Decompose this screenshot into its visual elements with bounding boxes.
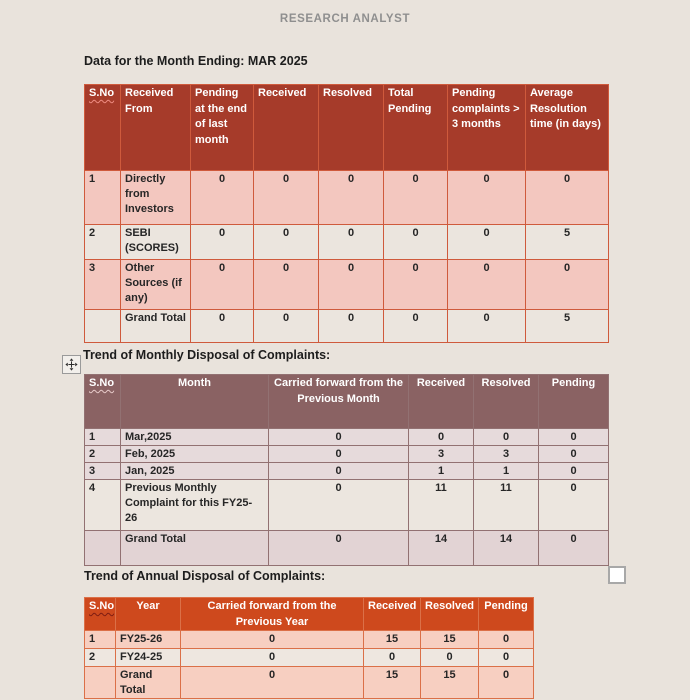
table-cell: 0: [479, 631, 534, 649]
column-header-pending: Pending: [479, 598, 534, 631]
table-cell: 0: [409, 429, 474, 446]
table-cell: 3: [85, 463, 121, 480]
table-cell: Grand Total: [121, 531, 269, 566]
table-cell: 0: [384, 310, 448, 343]
section2-heading: Trend of Monthly Disposal of Complaints:: [83, 348, 331, 362]
table-cell: 0: [269, 446, 409, 463]
column-header-pending: Pending: [539, 375, 609, 429]
table-cell: 0: [539, 463, 609, 480]
table-cell: 11: [474, 480, 539, 531]
table-cell: 0: [479, 667, 534, 699]
table-cell: 4: [85, 480, 121, 531]
table-cell: Other Sources (if any): [121, 260, 191, 310]
table-cell: 0: [319, 310, 384, 343]
table-cell: 0: [448, 171, 526, 225]
table-cell: 0: [448, 225, 526, 260]
column-header-resolved: Resolved: [474, 375, 539, 429]
column-header-sno: S.No: [85, 598, 116, 631]
table-cell: Feb, 2025: [121, 446, 269, 463]
table-row: [85, 225, 609, 260]
table-cell: 0: [254, 171, 319, 225]
section1-heading: Data for the Month Ending: MAR 2025: [84, 54, 308, 68]
table-cell: 0: [191, 260, 254, 310]
move-icon: [65, 358, 78, 371]
column-header-pending-3-months: Pending complaints > 3 months: [448, 85, 526, 171]
table-cell: 15: [364, 667, 421, 699]
column-header-year: Year: [116, 598, 181, 631]
table-header-row: [85, 598, 534, 631]
table-cell: 0: [474, 429, 539, 446]
table-cell: 0: [319, 171, 384, 225]
table-cell: 0: [526, 260, 609, 310]
table-cell: Mar,2025: [121, 429, 269, 446]
table-row: [85, 171, 609, 225]
table-cell: 1: [409, 463, 474, 480]
column-header-resolved: Resolved: [421, 598, 479, 631]
column-header-received: Received: [364, 598, 421, 631]
grand-total-row: [85, 667, 534, 699]
column-header-avg-resolution: Average Resolution time (in days): [526, 85, 609, 171]
column-header-sno: S.No: [85, 375, 121, 429]
table-cell: 0: [254, 310, 319, 343]
table-cell: 3: [85, 260, 121, 310]
table-cell: 0: [181, 667, 364, 699]
table-cell: 0: [191, 225, 254, 260]
annual-disposal-table: [84, 597, 534, 699]
column-header-sno: S.No: [85, 85, 121, 171]
table-cell: 0: [384, 171, 448, 225]
table-cell: 1: [85, 631, 116, 649]
column-header-received-from: Received From: [121, 85, 191, 171]
table-cell: 15: [421, 631, 479, 649]
table-cell: Jan, 2025: [121, 463, 269, 480]
month-ending-complaints-table: [84, 84, 609, 343]
grand-total-row: [85, 531, 609, 566]
column-header-carried-forward: Carried forward from the Previous Month: [269, 375, 409, 429]
table-cell: 2: [85, 649, 116, 667]
table-cell: 2: [85, 225, 121, 260]
table-row: [85, 649, 534, 667]
table-cell: 5: [526, 310, 609, 343]
table-cell: 0: [384, 260, 448, 310]
table-cell: 0: [181, 649, 364, 667]
table-cell: 11: [409, 480, 474, 531]
table-header-row: [85, 375, 609, 429]
table-row: [85, 463, 609, 480]
table-cell: 0: [254, 225, 319, 260]
table-cell: 0: [319, 225, 384, 260]
table-row: [85, 446, 609, 463]
table-row: [85, 480, 609, 531]
table-cell: Grand Total: [121, 310, 191, 343]
table-cell: 15: [421, 667, 479, 699]
table-cell: 3: [474, 446, 539, 463]
table-cell: 15: [364, 631, 421, 649]
grand-total-row: [85, 310, 609, 343]
table-cell: 0: [364, 649, 421, 667]
table-cell: 0: [269, 531, 409, 566]
table-cell: 0: [269, 429, 409, 446]
column-header-carried-forward: Carried forward from the Previous Year: [181, 598, 364, 631]
table-cell: 0: [269, 463, 409, 480]
table-cell: Directly from Investors: [121, 171, 191, 225]
table-cell: SEBI (SCORES): [121, 225, 191, 260]
table-row: [85, 631, 534, 649]
column-header-pending-last-month: Pending at the end of last month: [191, 85, 254, 171]
table-cell: 1: [474, 463, 539, 480]
table-cell: 3: [409, 446, 474, 463]
table-cell: 0: [539, 480, 609, 531]
table-cell: 2: [85, 446, 121, 463]
table-header-row: [85, 85, 609, 171]
table-resize-handle[interactable]: [608, 566, 626, 584]
table-cell: 0: [526, 171, 609, 225]
page-title: RESEARCH ANALYST: [279, 13, 411, 25]
table-cell: 0: [384, 225, 448, 260]
table-cell: 0: [448, 310, 526, 343]
table-cell: [85, 310, 121, 343]
table-cell: 5: [526, 225, 609, 260]
table-cell: 1: [85, 429, 121, 446]
table-cell: 0: [191, 171, 254, 225]
section3-heading: Trend of Annual Disposal of Complaints:: [84, 569, 326, 583]
table-cell: FY25-26: [116, 631, 181, 649]
table-cell: 0: [319, 260, 384, 310]
column-header-resolved: Resolved: [319, 85, 384, 171]
table-cell: Previous Monthly Complaint for this FY25-26: [121, 480, 269, 531]
table-cell: 0: [269, 480, 409, 531]
column-header-received: Received: [254, 85, 319, 171]
table-row: [85, 429, 609, 446]
table-cell: 0: [539, 531, 609, 566]
table-cell: FY24-25: [116, 649, 181, 667]
table-cell: 0: [254, 260, 319, 310]
table-cell: 0: [448, 260, 526, 310]
table-cell: 0: [539, 446, 609, 463]
table-cell: [85, 667, 116, 699]
table-cell: 14: [409, 531, 474, 566]
monthly-disposal-table: [84, 374, 609, 566]
table-cell: [85, 531, 121, 566]
table-cell: 0: [539, 429, 609, 446]
column-header-month: Month: [121, 375, 269, 429]
table-cell: 0: [181, 631, 364, 649]
table-cell: Grand Total: [116, 667, 181, 699]
table-cell: 0: [421, 649, 479, 667]
table-cell: 1: [85, 171, 121, 225]
table-cell: 0: [479, 649, 534, 667]
table-row: [85, 260, 609, 310]
column-header-total-pending: Total Pending: [384, 85, 448, 171]
table-cell: 14: [474, 531, 539, 566]
table-move-handle[interactable]: [62, 355, 81, 374]
column-header-received: Received: [409, 375, 474, 429]
table-cell: 0: [191, 310, 254, 343]
